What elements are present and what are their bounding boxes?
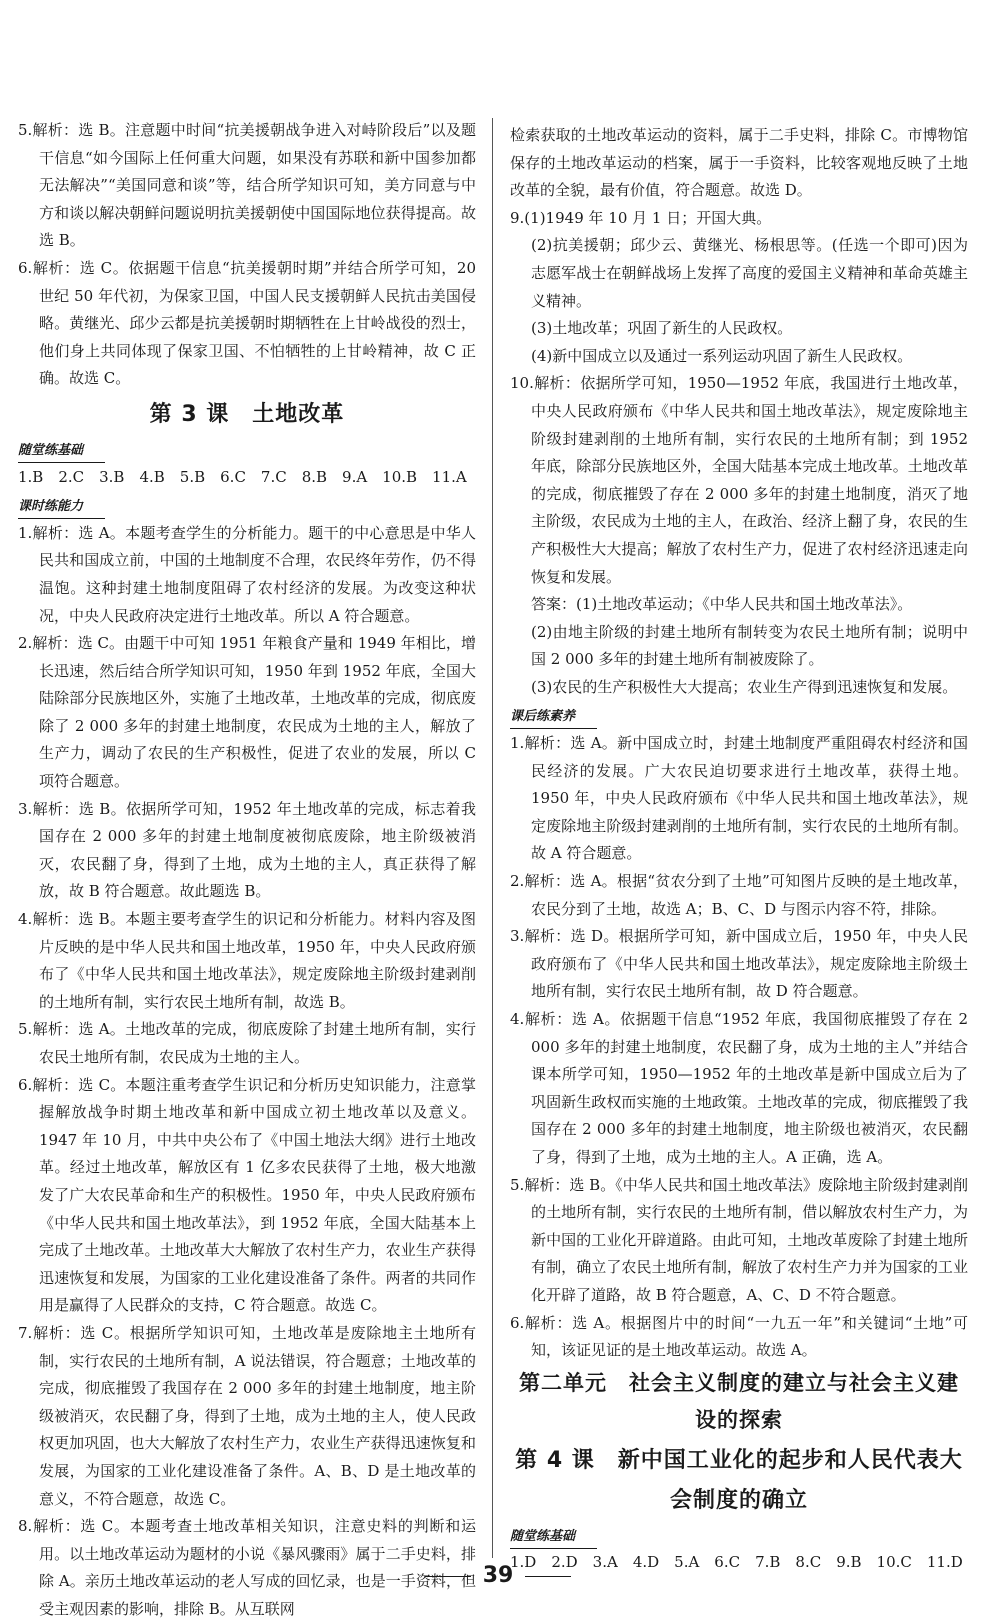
section-label: 课时练能力 bbox=[18, 496, 105, 519]
section-label: 随堂练基础 bbox=[510, 1526, 597, 1549]
answer-item: 6.解析：选 C。本题注重考查学生识记和分析历史知识能力，注意掌握解放战争时期土地改革和新中国成立初土地改革以及意义。1947 年 10 月，中共中央公布了《中国土地法大纲》进行土地改革。经过土地改革，解放区有 1 亿多农民获得了土地，极大地激发了广大农民革命和生产的积极性。1950 年，中央人民政府颁布《中华人民共和国土地改革法》，到 1952 年底，全国大陆基本上完成了土地改革。土地改革大大解放了农村生产力，农业生产获得迅速恢复和发展，为国家的工业化建设准备了条件。两者的共同作用是赢得了人民群众的支持，C 符合题意。故选 C。 bbox=[18, 1075, 476, 1315]
answer-item: 9.(1)1949 年 10 月 1 日；开国大典。 bbox=[510, 208, 772, 227]
unit-title: 第二单元 社会主义制度的建立与社会主义建设的探索 bbox=[519, 1370, 959, 1432]
answer-subitem: (3)土地改革；巩固了新生的人民政权。 bbox=[531, 319, 793, 338]
answer-subitem: 答案：(1)土地改革运动；《中华人民共和国土地改革法》。 bbox=[531, 595, 913, 614]
answer-item: 3.解析：选 B。依据所学可知，1952 年土地改革的完成，标志着我国存在 2 000 多年的封建土地制度被彻底废除，地主阶级被消灭，农民翻了身，得到了土地，成为土地的主人，真正获得了解放，故 B 符合题意。故此题选 B。 bbox=[18, 799, 476, 901]
answer-item: 1.解析：选 A。新中国成立时，封建土地制度严重阻碍农村经济和国民经济的发展。广大农民迫切要求进行土地改革，获得土地。1950 年，中央人民政府颁布《中华人民共和国土地改革法》，规定废除地主阶级封建剥削的土地所有制，实行农民的土地所有制。故 A 符合题意。 bbox=[510, 734, 968, 863]
right-column bbox=[510, 122, 968, 1577]
answer-item: 5.解析：选 B。《中华人民共和国土地改革法》废除地主阶级封建剥削的土地所有制，实行农民的土地所有制，借以解放农村生产力，为新中国的工业化开辟道路。由此可知，土地改革废除了封建土地所有制，确立了农民土地所有制，解放了农村生产力并为国家的工业化开辟了道路，故 B 符合题意，A、C、D 不符合题意。 bbox=[510, 1175, 968, 1304]
answer-subitem: (3)农民的生产积极性大大提高；农业生产得到迅速恢复和发展。 bbox=[531, 677, 958, 696]
lesson-title: 第 4 课 新中国工业化的起步和人民代表大会制度的确立 bbox=[515, 1447, 963, 1513]
answer-item: 4.解析：选 B。本题主要考查学生的识记和分析能力。材料内容及图片反映的是中华人民共和国土地改革，1950 年，中央人民政府颁布了《中华人民共和国土地改革法》，规定废除地主阶级封建剥削的土地所有制，实行农民土地所有制，故选 B。 bbox=[18, 910, 476, 1011]
answer-item: 5.解析：选 A。土地改革的完成，彻底废除了封建土地所有制，实行农民土地所有制，农民成为土地的主人。 bbox=[18, 1020, 476, 1066]
answer-item: 4.解析：选 A。依据题干信息“1952 年底，我国彻底摧毁了存在 2 000 多年的封建土地制度，农民翻了身，成为土地的主人”并结合课本所学可知，1950—1952 年的土地改革是新中国成立后为了巩固新生政权而实施的土地政策。土地改革的完成，彻底摧毁了我国存在 2 000 多年的封建土地制度，地主阶级也被消灭，农民翻了身，得到了土地，成为土地的主人。A 正确，选 A。 bbox=[510, 1010, 968, 1166]
answer-continuation: 检索获取的土地改革运动的资料，属于二手史料，排除 C。市博物馆保存的土地改革运动的档案，属于一手资料，比较客观地反映了土地改革的全貌，最有价值，符合题意。故选 D。 bbox=[510, 126, 968, 200]
answer-item: 3.解析：选 D。根据所学可知，新中国成立后，1950 年，中央人民政府颁布了《中华人民共和国土地改革法》，规定废除地主阶级土地所有制，实行农民土地所有制，故 D 符合题意。 bbox=[510, 927, 968, 1001]
quick-answers: 1.B 2.C 3.B 4.B 5.B 6.C 7.C 8.B 9.A 10.B 11.A bbox=[18, 467, 467, 486]
page-number-dash bbox=[525, 1576, 571, 1577]
answer-item: 5.解析：选 B。注意题中时间“抗美援朝战争进入对峙阶段后”以及题干信息“如今国际上任何重大问题，如果没有苏联和新中国参加都无法解决”“美国同意和谈”等，结合所学知识可知，美方同意与中方和谈以解决朝鲜问题说明抗美援朝使中国国际地位获得提高。故选 B。 bbox=[18, 121, 476, 250]
answer-item: 2.解析：选 C。由题干中可知 1951 年粮食产量和 1949 年相比，增长迅速，然后结合所学知识可知，1950 年到 1952 年底，全国大陆除部分民族地区外，实施了土地改革，土地改革的完成，彻底废除了 2 000 多年的封建土地制度，农民成为土地的主人，解放了生产力，调动了农民的生产积极性，促进了农业的发展，所以 C 项符合题意。 bbox=[18, 634, 476, 791]
answer-item: 1.解析：选 A。本题考查学生的分析能力。题干的中心意思是中华人民共和国成立前，中国的土地制度不合理，农民终年劳作，仍不得温饱。这种封建土地制度阻碍了农村经济的发展。为改变这种状况，中央人民政府决定进行土地改革。所以 A 符合题意。 bbox=[18, 523, 476, 625]
page-number-text: 39 bbox=[482, 1563, 514, 1588]
quick-answers: 1.D 2.D 3.A 4.D 5.A 6.C 7.B 8.C 9.B 10.C 11.D bbox=[510, 1553, 963, 1572]
section-label: 随堂练基础 bbox=[18, 440, 105, 463]
answer-item: 6.解析：选 C。依据题干信息“抗美援朝时期”并结合所学可知，20 世纪 50 年代初，为保家卫国，中国人民支援朝鲜人民抗击美国侵略。黄继光、邱少云都是抗美援朝时期牺牲在上甘岭战役的烈士，他们身上共同体现了保家卫国、不怕牺牲的上甘岭精神，故 C 正确。故选 C。 bbox=[18, 258, 476, 388]
answer-subitem: (2)抗美援朝；邱少云、黄继光、杨根思等。(任选一个即可)因为志愿军战士在朝鲜战场上发挥了高度的爱国主义精神和革命英雄主义精神。 bbox=[531, 236, 968, 310]
answer-item: 8.解析：选 C。本题考查土地改革相关知识，注意史料的判断和运用。以土地改革运动为题材的小说《暴风骤雨》属于二手史料，排除 A。亲历土地改革运动的老人写成的回忆录，也是一手资料，但受主观因素的影响，排除 B。从互联网 bbox=[18, 1517, 476, 1618]
section-label: 课后练素养 bbox=[510, 706, 597, 729]
answer-item: 6.解析：选 A。根据图片中的时间“一九五一年”和关键词“土地”可知，该证见证的是土地改革运动。故选 A。 bbox=[510, 1313, 968, 1360]
answer-item: 10.解析：依据所学可知，1950—1952 年底，我国进行土地改革，中央人民政府颁布《中华人民共和国土地改革法》，规定废除地主阶级封建剥削的土地所有制，实行农民的土地所有制；到 1952 年底，除部分民族地区外，全国大陆基本完成土地改革。土地改革的完成，彻底摧毁了存在 2 000 多年的封建土地制度，消灭了地主阶级，农民成为土地的主人，在政治、经济上翻了身，农民的生产积极性大大提高；解放了农村生产力，促进了农村经济迅速走向恢复和发展。 bbox=[510, 374, 968, 586]
answer-subitem: (2)由地主阶级的封建土地所有制转变为农民土地所有制；说明中国 2 000 多年的封建土地所有制被废除了。 bbox=[531, 622, 968, 669]
answer-subitem: (4)新中国成立以及通过一系列运动巩固了新生人民政权。 bbox=[531, 346, 913, 365]
page-number bbox=[0, 1562, 996, 1590]
lesson-title: 第 3 课 土地改革 bbox=[149, 401, 345, 427]
left-column bbox=[18, 117, 476, 1623]
answer-item: 7.解析：选 C。根据所学知识可知，土地改革是废除地主土地所有制，实行农民的土地所有制，A 说法错误，符合题意；土地改革的完成，彻底摧毁了我国存在 2 000 多年的封建土地制度，地主阶级被消灭，农民翻了身，得到了土地，成为土地的主人，使人民政权更加巩固，也大大解放了农村生产力，农业生产获得迅速恢复和发展，为国家的工业化建设准备了条件。A、B、D 是土地改革的意义，不符合题意，故选 C。 bbox=[18, 1323, 476, 1508]
answer-item: 2.解析：选 A。根据“贫农分到了土地”可知图片反映的是土地改革，农民分到了土地，故选 A；B、C、D 与图示内容不符，排除。 bbox=[510, 872, 968, 918]
column-divider bbox=[492, 118, 493, 1558]
page-number-dash bbox=[425, 1576, 471, 1577]
